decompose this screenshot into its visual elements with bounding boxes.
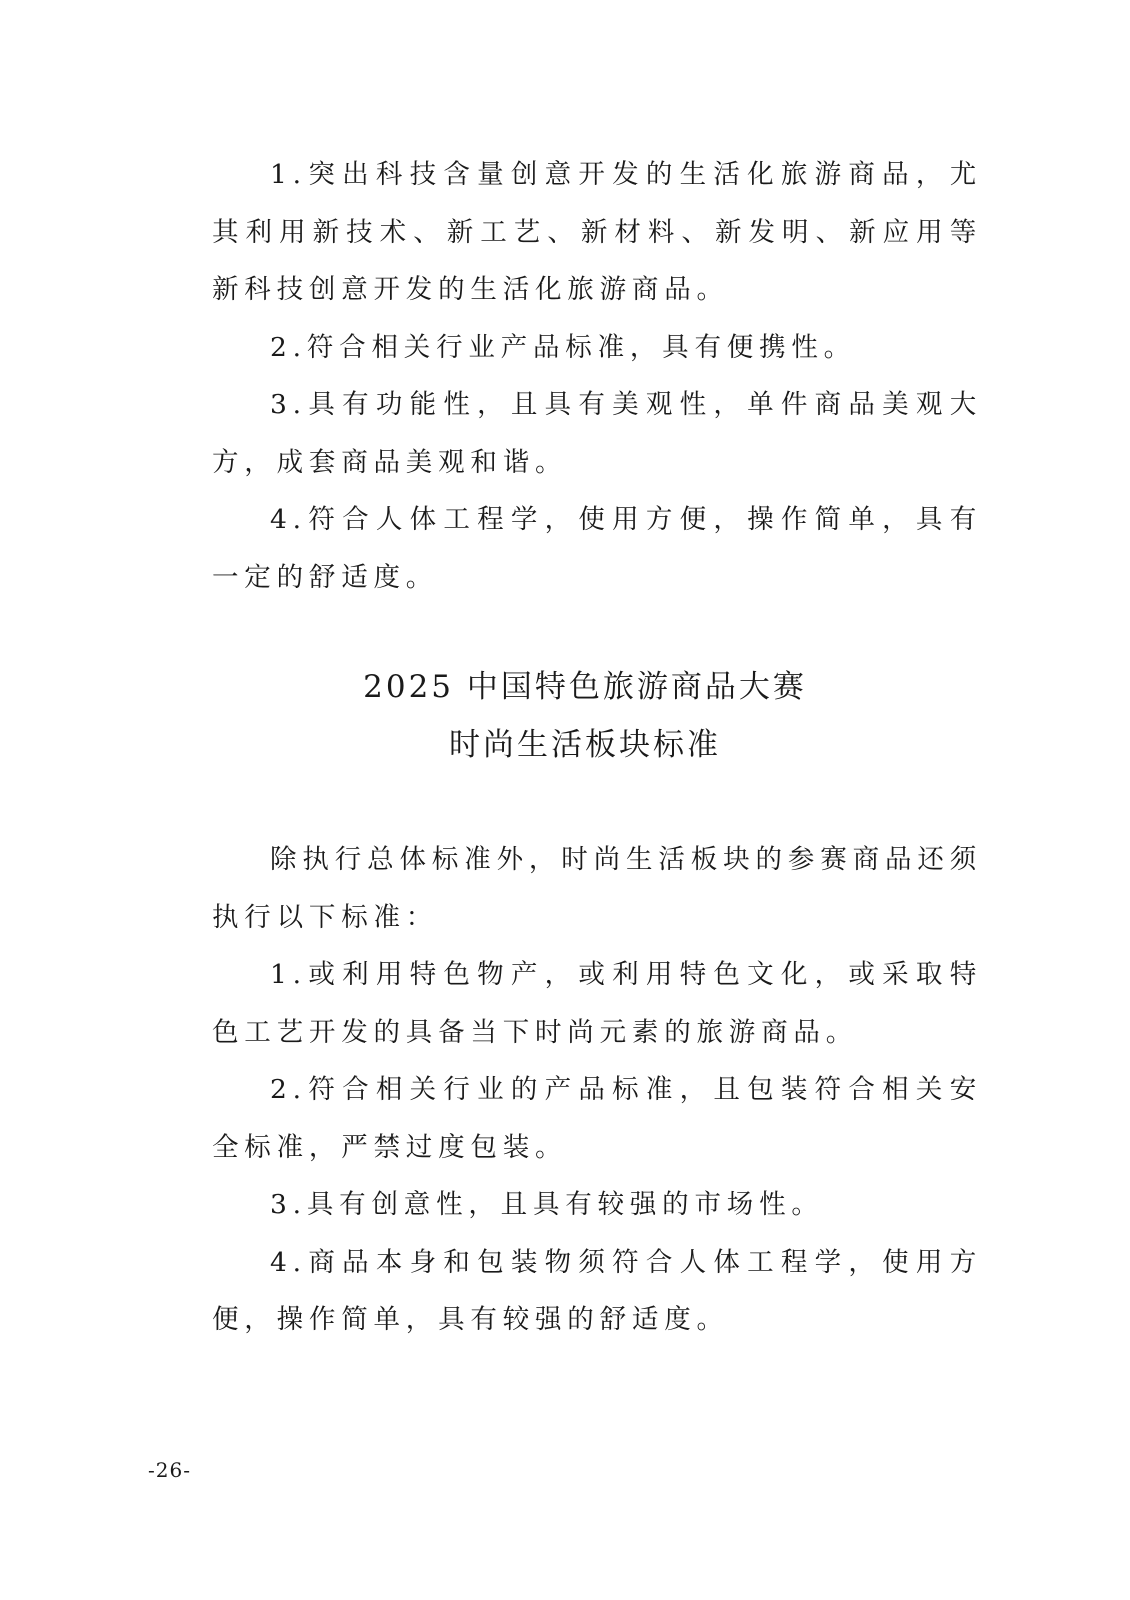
fashion-life-standards	[212, 831, 982, 1349]
fashion-item-4: 4.商品本身和包装物须符合人体工程学，使用方便，操作简单，具有较强的舒适度。	[212, 1246, 982, 1335]
top-standards-list	[212, 146, 982, 606]
standard-item-4: 4.符合人体工程学，使用方便，操作简单，具有一定的舒适度。	[212, 504, 982, 593]
standards-intro: 除执行总体标准外，时尚生活板块的参赛商品还须执行以下标准：	[212, 844, 982, 933]
page-number: -26-	[148, 1458, 191, 1482]
standard-item-2: 2.符合相关行业产品标准，具有便携性。	[270, 331, 856, 363]
fashion-item-1: 1.或利用特色物产，或利用特色文化，或采取特色工艺开发的具备当下时尚元素的旅游商品。	[212, 959, 982, 1048]
section-heading	[0, 658, 1130, 774]
heading-subtitle: 时尚生活板块标准	[449, 727, 721, 763]
standard-item-1: 1.突出科技含量创意开发的生活化旅游商品，尤其利用新技术、新工艺、新材料、新发明、新应用等新科技创意开发的生活化旅游商品。	[212, 159, 982, 305]
standard-item-3: 3.具有功能性，且具有美观性，单件商品美观大方，成套商品美观和谐。	[212, 389, 982, 478]
fashion-item-3: 3.具有创意性，且具有较强的市场性。	[270, 1189, 824, 1220]
heading-title: 2025 中国特色旅游商品大赛	[363, 669, 807, 705]
fashion-item-2: 2.符合相关行业的产品标准，且包装符合相关安全标准，严禁过度包装。	[212, 1074, 982, 1163]
